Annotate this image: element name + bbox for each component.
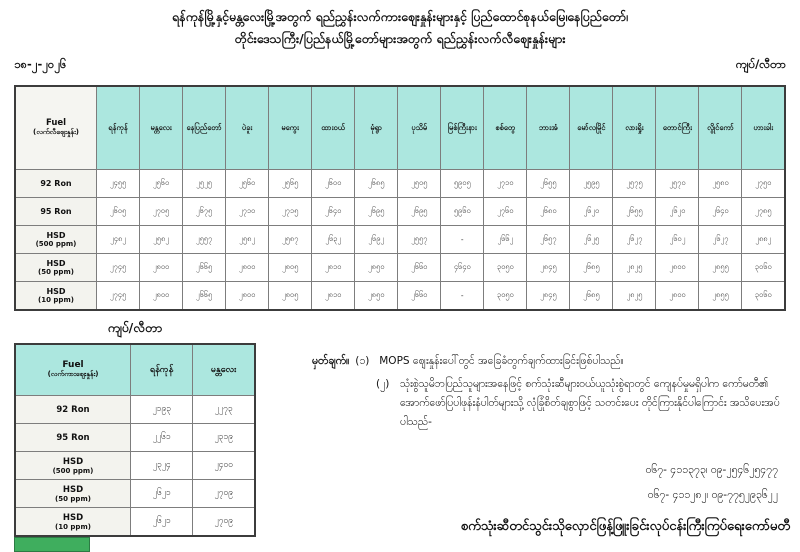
retail-table-header [15,86,785,170]
price-cell: ၂၇၀၅ [140,198,183,226]
price-cell: ၂၇၀၉ [193,480,255,508]
fuel-row-label-sub: (500 ppm) [35,240,77,248]
price-cell: ၃၀၅၀ [484,254,527,282]
fuel-row-label-main: 92 Ron [56,404,90,415]
fuel-row-label [15,170,97,198]
date-label: ၁၈-၂-၂၀၂၆ [14,57,67,71]
price-cell: ၂၆၄၀ [312,198,355,226]
price-cell: ၂၈၄၅ [527,254,570,282]
wholesale-table-body [15,396,255,537]
fuel-row-label [15,282,97,311]
price-cell: ၂၅၈၂ [226,226,269,254]
city-column-header: ပဲခူး [226,86,269,170]
price-cell: ၂၈၅၅ [699,254,742,282]
note-1-text: MOPS ဈေးနှုန်းပေါ်တွင် အခြေခံတွက်ချက်ထားခြင်းဖြစ်ပါသည်။ [379,355,624,367]
fuel-row-label-main: HSD [62,484,84,495]
fuel-row-label [15,452,131,480]
price-cell: ၂၄၀၀ [193,452,255,480]
note-2 [312,375,790,432]
phone-line-2: ၀၆၇- ၄၁၁၂၈၂၊ ၀၉-၇၇၅၂၉၃၆၂၂ [647,489,778,502]
price-row [15,452,255,480]
price-cell: ၂၆၆၅ [183,254,226,282]
price-cell: ၂၈၀၀ [226,282,269,311]
price-cell: ၅၉၀၅ [441,170,484,198]
fuel-row-label-main: HSD [62,456,84,467]
fuel-row-label [15,254,97,282]
wholesale-price-table [14,343,256,537]
price-cell: ၂၇၆၀ [484,198,527,226]
price-cell: ၂၆၈၅ [570,254,613,282]
note-1 [312,352,790,371]
price-cell: ၂၃၂၄ [131,452,193,480]
price-row [15,282,785,311]
price-cell: ၂၈၀၅ [269,282,312,311]
price-cell: ၂၆၉၅ [355,198,398,226]
fuel-row-label-main: 95 Ron [56,432,90,443]
price-cell: ၂၇၁၀ [484,170,527,198]
price-cell: ၂၈၁၀ [312,254,355,282]
fuel-row-label-sub: (10 ppm) [38,296,74,304]
city-column-header: လွိုင်ကော် [699,86,742,170]
price-cell: ၂၆၀၅ [97,198,140,226]
note-2-number: (၂) [376,377,390,390]
city-column-header: မုံရွာ [355,86,398,170]
price-cell: ၂၈၀၀ [656,282,699,311]
city-column-header: ဟားခါး [742,86,785,170]
price-cell: ၂၅၇၀ [656,170,699,198]
fuel-row-label-main: HSD [46,231,66,240]
price-cell: ၂၅၆၅ [269,170,312,198]
price-cell: ၂၆၆၂ [484,226,527,254]
price-cell: ၂၈၅၀ [355,254,398,282]
unit-label-wholesale: ကျပ်/လီတာ [107,320,163,335]
price-cell: ၂၂၆၁ [131,424,193,452]
fuel-row-label [15,198,97,226]
city-column-header: ထားဝယ် [312,86,355,170]
title-line-1: ရန်ကုန်မြို့နှင့်မန္တလေးမြို့အတွက် ရည်ညွှန်းလက်ကားဈေးနှုန်းများနှင့် ပြည်ထောင်စုနယ်မြေ၊နေပြည်တော်၊ [172,9,628,24]
fuel-column-header [15,86,97,170]
retail-table-body [15,170,785,311]
fuel-row-label-sub: (50 ppm) [55,494,91,503]
fuel-row-label [15,424,131,452]
city-column-header: မကွေး [269,86,312,170]
price-cell: ၂၈၀၀ [656,254,699,282]
price-cell: ၂၈၀၀ [226,254,269,282]
price-cell: ၂၈၄၅ [527,282,570,311]
city-column-header: လားရှိုး [613,86,656,170]
price-cell: ၂၆၀၂ [656,226,699,254]
city-column-header: မန္တလေး [140,86,183,170]
price-cell: ၂၅၈၇ [269,226,312,254]
price-cell: ၂၆၉၂ [355,226,398,254]
price-cell: ၂၅၆၀ [226,170,269,198]
city-column-header: ရန်ကုန် [97,86,140,170]
price-cell: - [441,226,484,254]
fuel-header-mm: (လက်ကားဈေးနှုန်း) [47,370,99,378]
price-cell: ၂၅၆၀ [140,170,183,198]
price-cell: ၂၈၈၂ [742,226,785,254]
price-cell: ၂၄၅၅ [97,170,140,198]
price-cell: ၂၄၈၂ [97,226,140,254]
price-cell: ၂၇၈၅ [742,198,785,226]
price-row [15,254,785,282]
price-cell: ၂၆၅၅ [527,170,570,198]
price-cell: ၂၆၈၅ [355,170,398,198]
price-cell: ၂၁၉၃ [131,396,193,424]
price-cell: ၂၈၂၅ [613,254,656,282]
fuel-row-label [15,226,97,254]
note-2-text: သုံးစွဲသူမိဘပြည်သူများအနေဖြင့် စက်သုံးဆီများဝယ်ယူသုံးစွဲရာတွင် ကျေနပ်မှုမရှိပါက ကော်မတီ၏ အောက်ဖော်ပြပါဖုန်းနံပါတ်များသို့ လုံခြုံစိတ်ချစွာဖြင့် သတင်းပေး တိုင်ကြားနိုင်ပါကြောင်း အသိပေးအပ်ပါသည်- [400,377,780,428]
price-cell: ၂၇၁၀ [226,198,269,226]
price-cell: ၂၂၇၃ [193,396,255,424]
fuel-row-label-main: HSD [62,512,84,523]
phone-line-1: ၀၆၇- ၄၁၁၃၇၃၊ ၀၉-၂၅၄၆၂၅၄၇၇ [645,464,778,476]
city-column-header: စစ်တွေ [484,86,527,170]
fuel-row-label [15,480,131,508]
price-cell: ၂၆၅၅ [613,198,656,226]
price-row [15,226,785,254]
price-cell: ၂၃၁၉ [193,424,255,452]
price-cell: ၂၈၀၅ [269,254,312,282]
price-cell: ၂၈၀၀ [140,254,183,282]
price-cell: - [441,282,484,311]
page-title [0,6,800,50]
price-cell: ၂၇၅၀ [742,170,785,198]
price-cell: ၂၈၂၅ [613,282,656,311]
price-row [15,396,255,424]
price-cell: ၂၈၀၀ [140,282,183,311]
price-cell: ၂၅၀၅ [398,170,441,198]
fuel-header-mm: (လက်လီဈေးနှုန်း) [33,128,79,136]
price-row [15,170,785,198]
price-cell: ၂၆၈၀ [527,198,570,226]
price-cell: ၂၆၃၂ [312,226,355,254]
fuel-row-label-main: HSD [46,259,66,268]
price-cell: ၂၇၄၅ [97,254,140,282]
title-line-2: တိုင်းဒေသကြီး/ပြည်နယ်မြို့တော်များအတွက် ရည်ညွှန်းလက်လီဈေးနှုန်းများ [234,30,566,46]
city-column-header: မော်လမြိုင် [570,86,613,170]
price-cell: ၂၆၅၇ [527,226,570,254]
price-row [15,424,255,452]
price-cell: ၂၇၀၉ [193,508,255,537]
fuel-column-header [15,344,131,396]
price-cell: ၂၅၅၇ [183,226,226,254]
notes-heading: မှတ်ချက်။ [312,355,350,367]
city-column-header: ဘားအံ [527,86,570,170]
price-cell: ၂၆၉၅ [398,198,441,226]
price-cell: ၂၈၅၀ [355,282,398,311]
price-cell: ၂၆၇၅ [183,198,226,226]
unit-label: ကျပ်/လီတာ [735,57,786,71]
price-cell: ၄၆၄၀ [441,254,484,282]
note-1-number: (၁) [355,355,370,367]
fuel-row-label-sub: (500 ppm) [52,466,94,475]
price-cell: ၂၆၂၅ [570,226,613,254]
fuel-row-label [15,396,131,424]
fuel-header-en: Fuel [45,118,67,128]
price-cell: ၂၅၉၅ [570,170,613,198]
price-cell: ၂၅၅၇ [398,226,441,254]
fuel-row-label-main: 92 Ron [40,179,72,188]
price-cell: ၅၉၆၀ [441,198,484,226]
price-cell: ၃၀၆၀ [742,254,785,282]
wholesale-table-header [15,344,255,396]
price-cell: ၂၅၈၀ [699,170,742,198]
price-cell: ၂၆၄၀ [699,198,742,226]
city-column-header: ပုသိမ် [398,86,441,170]
fuel-row-label-sub: (50 ppm) [38,268,74,276]
price-cell: ၂၆၆၅ [183,282,226,311]
price-cell: ၃၀၆၀ [742,282,785,311]
price-cell: ၂၆၂၇ [613,226,656,254]
fuel-row-label [15,508,131,537]
price-row [15,480,255,508]
city-column-header: တောင်ကြီး [656,86,699,170]
meta-row [14,57,786,74]
price-cell: ၂၇၁၅ [269,198,312,226]
price-cell: ၂၈၅၅ [699,282,742,311]
fuel-header-en: Fuel [62,360,84,370]
price-cell: ၂၆၈၅ [570,282,613,311]
price-cell: ၂၆၂၇ [699,226,742,254]
price-cell: ၃၀၅၀ [484,282,527,311]
price-cell: ၂၆၆၀ [398,282,441,311]
price-cell: ၂၆၂၁ [131,480,193,508]
price-cell: ၂၆၆၀ [398,254,441,282]
price-row [15,198,785,226]
price-cell: ၂၆၂၀ [656,198,699,226]
fuel-row-label-main: 95 Ron [40,207,72,216]
price-cell: ၂၆၀၀ [312,170,355,198]
price-cell: ၂၆၂၀ [570,198,613,226]
fuel-row-label-main: HSD [46,287,66,296]
retail-price-table [14,85,786,311]
city-column-header: နေပြည်တော် [183,86,226,170]
committee-footer: စက်သုံးဆီတင်သွင်းသိုလှောင်ဖြန့်ဖြူးခြင်းလုပ်ငန်းကြီးကြပ်ရေးကော်မတီ [460,519,790,534]
price-cell: ၂၈၁၀ [312,282,355,311]
notes-section [312,352,790,432]
phone-numbers [312,458,778,508]
price-cell: ၂၅၂၅ [183,170,226,198]
city-column-header: မြစ်ကြီးနား [441,86,484,170]
city-column-header: ရန်ကုန် [131,344,193,396]
fuel-row-label-sub: (10 ppm) [55,522,91,531]
price-cell: ၂၆၂၁ [131,508,193,537]
price-cell: ၂၇၄၅ [97,282,140,311]
price-cell: ၂၅၇၅ [613,170,656,198]
price-cell: ၂၅၈၂ [140,226,183,254]
city-column-header: မန္တလေး [193,344,255,396]
